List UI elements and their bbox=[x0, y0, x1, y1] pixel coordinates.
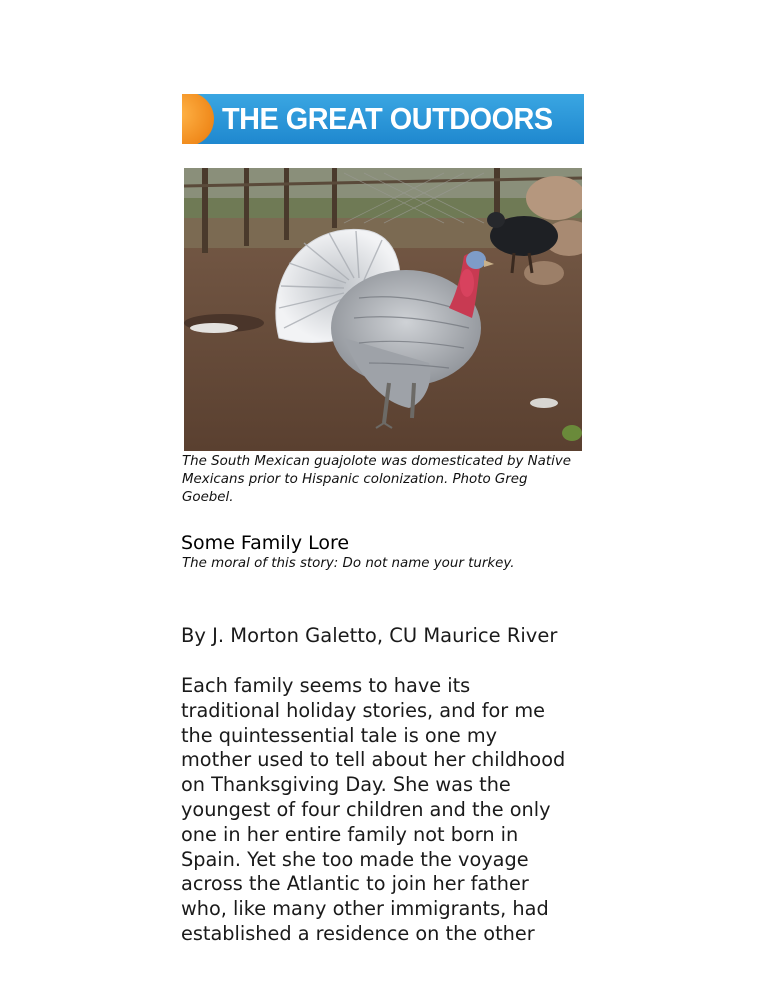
body-line: on Thanksgiving Day. She was the bbox=[181, 773, 511, 797]
article-body bbox=[181, 674, 591, 947]
body-line: who, like many other immigrants, had bbox=[181, 897, 549, 921]
article-byline: By J. Morton Galetto, CU Maurice River bbox=[181, 624, 558, 647]
body-line: traditional holiday stories, and for me bbox=[181, 698, 545, 722]
turkey-photo bbox=[184, 168, 582, 451]
body-line: Spain. Yet she too made the voyage bbox=[181, 847, 529, 871]
banner-orange-circle-icon bbox=[182, 94, 214, 144]
section-heading: Some Family Lore bbox=[181, 532, 350, 554]
section-banner bbox=[182, 94, 584, 144]
body-line: mother used to tell about her childhood bbox=[181, 748, 566, 772]
body-line: one in her entire family not born in bbox=[181, 822, 519, 846]
body-line: Each family seems to have its bbox=[181, 674, 471, 697]
body-line: the quintessential tale is one my bbox=[181, 723, 498, 747]
body-line: youngest of four children and the only bbox=[181, 797, 551, 821]
body-line: across the Atlantic to join her father bbox=[181, 872, 529, 896]
banner-title: THE GREAT OUTDOORS bbox=[222, 101, 553, 136]
body-line: established a residence on the other bbox=[181, 921, 535, 945]
photo-caption: The South Mexican guajolote was domesticated by Native Mexicans prior to Hispanic colonization. Photo Greg Goebel. bbox=[182, 454, 572, 505]
section-subheading: The moral of this story: Do not name your turkey. bbox=[182, 556, 515, 571]
